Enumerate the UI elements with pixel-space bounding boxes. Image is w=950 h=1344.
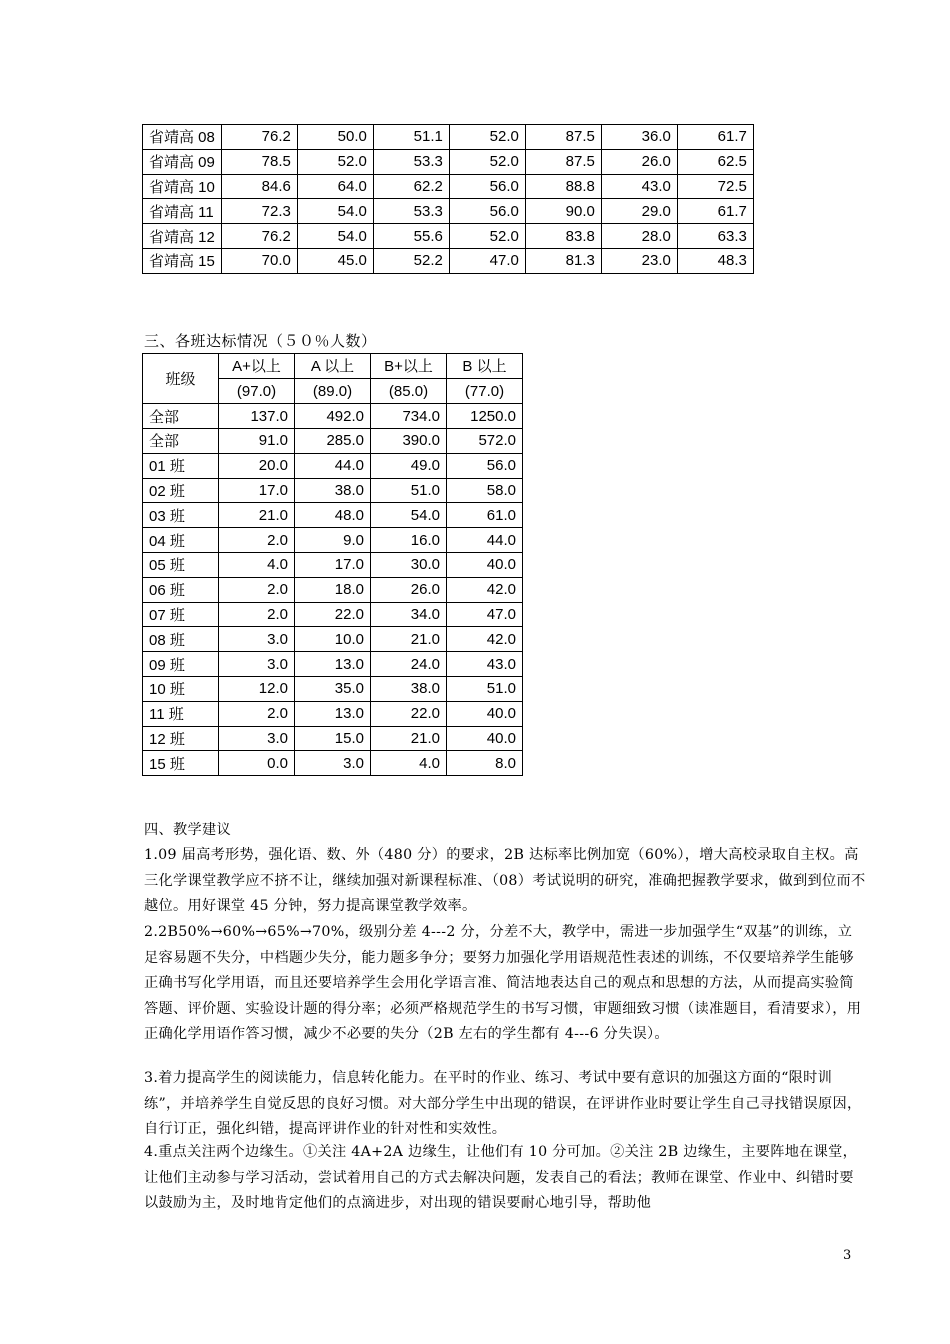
class-cell: 12 班: [143, 726, 219, 751]
value-cell: 13.0: [295, 652, 371, 677]
section-4-title: 四、教学建议: [144, 822, 231, 838]
value-cell: 2.0: [219, 701, 295, 726]
value-cell: 26.0: [601, 149, 677, 174]
value-cell: 61.0: [447, 503, 523, 528]
value-cell: 52.0: [297, 149, 373, 174]
value-cell: 63.3: [677, 224, 753, 249]
value-cell: 42.0: [447, 627, 523, 652]
table-row: [143, 404, 523, 429]
value-cell: 51.0: [447, 677, 523, 702]
value-cell: 76.2: [221, 125, 297, 150]
value-cell: 47.0: [447, 602, 523, 627]
value-cell: 87.5: [525, 149, 601, 174]
value-cell: 28.0: [601, 224, 677, 249]
class-standard-table: [142, 353, 523, 776]
table-row: [143, 453, 523, 478]
value-cell: 3.0: [219, 652, 295, 677]
table-row: [143, 701, 523, 726]
value-cell: 35.0: [295, 677, 371, 702]
header-col-score: (89.0): [295, 378, 371, 404]
value-cell: 36.0: [601, 125, 677, 150]
value-cell: 24.0: [371, 652, 447, 677]
value-cell: 52.0: [449, 224, 525, 249]
value-cell: 52.0: [449, 125, 525, 150]
table-row: [143, 503, 523, 528]
table-row: [143, 149, 754, 174]
value-cell: 30.0: [371, 553, 447, 578]
value-cell: 44.0: [447, 528, 523, 553]
table-row: [143, 248, 754, 273]
value-cell: 17.0: [295, 553, 371, 578]
value-cell: 91.0: [219, 429, 295, 454]
table-header-row: [143, 354, 523, 379]
class-cell: 10 班: [143, 677, 219, 702]
value-cell: 87.5: [525, 125, 601, 150]
header-class: 班级: [143, 354, 219, 404]
value-cell: 38.0: [371, 677, 447, 702]
value-cell: 52.0: [449, 149, 525, 174]
value-cell: 72.3: [221, 199, 297, 224]
value-cell: 2.0: [219, 577, 295, 602]
value-cell: 40.0: [447, 726, 523, 751]
value-cell: 3.0: [295, 751, 371, 776]
header-col-score: (97.0): [219, 378, 295, 404]
table-row: [143, 199, 754, 224]
value-cell: 40.0: [447, 701, 523, 726]
class-cell: 01 班: [143, 453, 219, 478]
class-cell: 06 班: [143, 577, 219, 602]
value-cell: 45.0: [297, 248, 373, 273]
value-cell: 285.0: [295, 429, 371, 454]
value-cell: 61.7: [677, 125, 753, 150]
value-cell: 44.0: [295, 453, 371, 478]
value-cell: 22.0: [295, 602, 371, 627]
table-row: [143, 652, 523, 677]
class-cell: 省靖高 08: [143, 125, 222, 150]
value-cell: 21.0: [219, 503, 295, 528]
paragraph-1: 1.09 届高考形势，强化语、数、外（480 分）的要求，2B 达标率比例加宽（60%），增大高校录取自主权。高三化学课堂教学应不挤不让，继续加强对新课程标准、（08）考试说明的研究，准确把握教学要求，做到到位而不越位。用好课堂 45 分钟，努力提高课堂教学效率。: [144, 847, 866, 915]
table-row: [143, 726, 523, 751]
value-cell: 34.0: [371, 602, 447, 627]
value-cell: 56.0: [449, 174, 525, 199]
value-cell: 492.0: [295, 404, 371, 429]
class-cell: 省靖高 15: [143, 248, 222, 273]
header-col-name: B 以上: [447, 354, 523, 379]
class-cell: 02 班: [143, 478, 219, 503]
value-cell: 21.0: [371, 726, 447, 751]
value-cell: 8.0: [447, 751, 523, 776]
value-cell: 13.0: [295, 701, 371, 726]
value-cell: 53.3: [373, 199, 449, 224]
value-cell: 2.0: [219, 602, 295, 627]
page-number: 3: [843, 1248, 852, 1263]
value-cell: 21.0: [371, 627, 447, 652]
value-cell: 56.0: [449, 199, 525, 224]
value-cell: 15.0: [295, 726, 371, 751]
class-cell: 11 班: [143, 701, 219, 726]
value-cell: 84.6: [221, 174, 297, 199]
value-cell: 10.0: [295, 627, 371, 652]
value-cell: 62.5: [677, 149, 753, 174]
value-cell: 20.0: [219, 453, 295, 478]
class-cell: 05 班: [143, 553, 219, 578]
paragraph-2: 2.2B50%→60%→65%→70%，级别分差 4---2 分，分差不大，教学中，需进一步加强学生“双基”的训练，立足容易题不失分，中档题少失分，能力题多争分；要努力加强化学用语规范性表述的训练，不仅要培养学生能够正确书写化学用语，而且还要培养学生会用化学语言准、简洁地表达自己的观点和思想的方法，从而提高实验简答题、评价题、实验设计题的得分率；必须严格规范学生的书写习惯，审题细致习惯（读准题目，看清要求），用正确化学用语作答习惯，减少不必要的失分（2B 左右的学生都有 4---6 分失误）。: [144, 924, 862, 1043]
value-cell: 76.2: [221, 224, 297, 249]
class-cell: 09 班: [143, 652, 219, 677]
class-cell: 04 班: [143, 528, 219, 553]
value-cell: 55.6: [373, 224, 449, 249]
value-cell: 88.8: [525, 174, 601, 199]
value-cell: 734.0: [371, 404, 447, 429]
class-cell: 08 班: [143, 627, 219, 652]
class-cell: 省靖高 09: [143, 149, 222, 174]
value-cell: 1250.0: [447, 404, 523, 429]
class-cell: 全部: [143, 429, 219, 454]
header-col-name: B+以上: [371, 354, 447, 379]
class-cell: 全部: [143, 404, 219, 429]
value-cell: 61.7: [677, 199, 753, 224]
value-cell: 54.0: [297, 199, 373, 224]
value-cell: 0.0: [219, 751, 295, 776]
value-cell: 9.0: [295, 528, 371, 553]
table-row: [143, 478, 523, 503]
value-cell: 29.0: [601, 199, 677, 224]
value-cell: 38.0: [295, 478, 371, 503]
value-cell: 390.0: [371, 429, 447, 454]
value-cell: 3.0: [219, 627, 295, 652]
value-cell: 81.3: [525, 248, 601, 273]
paragraph-3: 3.着力提高学生的阅读能力，信息转化能力。在平时的作业、练习、考试中要有意识的加强这方面的“限时训练”，并培养学生自觉反思的良好习惯。对大部分学生中出现的错误，在评讲作业时要让学生自己寻找错误原因，自行订正，强化纠错，提高评讲作业的针对性和实效性。: [144, 1070, 862, 1138]
table-row: [143, 174, 754, 199]
value-cell: 90.0: [525, 199, 601, 224]
scores-table-body: [143, 125, 754, 274]
value-cell: 70.0: [221, 248, 297, 273]
header-col-score: (85.0): [371, 378, 447, 404]
value-cell: 137.0: [219, 404, 295, 429]
value-cell: 58.0: [447, 478, 523, 503]
value-cell: 78.5: [221, 149, 297, 174]
class-cell: 省靖高 11: [143, 199, 222, 224]
value-cell: 56.0: [447, 453, 523, 478]
value-cell: 51.1: [373, 125, 449, 150]
value-cell: 48.0: [295, 503, 371, 528]
table-row: [143, 627, 523, 652]
value-cell: 50.0: [297, 125, 373, 150]
value-cell: 42.0: [447, 577, 523, 602]
table-row: [143, 429, 523, 454]
table-row: [143, 751, 523, 776]
value-cell: 54.0: [371, 503, 447, 528]
class-cell: 15 班: [143, 751, 219, 776]
value-cell: 26.0: [371, 577, 447, 602]
value-cell: 52.2: [373, 248, 449, 273]
value-cell: 18.0: [295, 577, 371, 602]
value-cell: 572.0: [447, 429, 523, 454]
value-cell: 4.0: [371, 751, 447, 776]
header-col-name: A 以上: [295, 354, 371, 379]
value-cell: 2.0: [219, 528, 295, 553]
value-cell: 4.0: [219, 553, 295, 578]
table-row: [143, 677, 523, 702]
value-cell: 83.8: [525, 224, 601, 249]
scores-table: [142, 124, 754, 274]
value-cell: 12.0: [219, 677, 295, 702]
table-row: [143, 125, 754, 150]
value-cell: 48.3: [677, 248, 753, 273]
table-row: [143, 602, 523, 627]
value-cell: 51.0: [371, 478, 447, 503]
value-cell: 22.0: [371, 701, 447, 726]
class-cell: 07 班: [143, 602, 219, 627]
header-col-score: (77.0): [447, 378, 523, 404]
class-cell: 省靖高 10: [143, 174, 222, 199]
value-cell: 53.3: [373, 149, 449, 174]
value-cell: 43.0: [601, 174, 677, 199]
header-col-name: A+以上: [219, 354, 295, 379]
class-standard-table-body: [143, 354, 523, 776]
value-cell: 43.0: [447, 652, 523, 677]
table-row: [143, 528, 523, 553]
paragraph-4: 4.重点关注两个边缘生。①关注 4A+2A 边缘生，让他们有 10 分可加。②关注 2B 边缘生，主要阵地在课堂，让他们主动参与学习活动，尝试着用自己的方式去解决问题，发表自己的看法；教师在课堂、作业中、纠错时要以鼓励为主，及时地肯定他们的点滴进步，对出现的错误要耐心地引导，帮助他: [144, 1144, 858, 1212]
class-cell: 省靖高 12: [143, 224, 222, 249]
value-cell: 54.0: [297, 224, 373, 249]
value-cell: 64.0: [297, 174, 373, 199]
value-cell: 49.0: [371, 453, 447, 478]
section-3-title: 三、各班达标情况（５０％人数）: [144, 332, 377, 350]
value-cell: 17.0: [219, 478, 295, 503]
value-cell: 40.0: [447, 553, 523, 578]
class-cell: 03 班: [143, 503, 219, 528]
value-cell: 23.0: [601, 248, 677, 273]
value-cell: 3.0: [219, 726, 295, 751]
table-row: [143, 224, 754, 249]
value-cell: 72.5: [677, 174, 753, 199]
value-cell: 47.0: [449, 248, 525, 273]
value-cell: 62.2: [373, 174, 449, 199]
table-row: [143, 577, 523, 602]
table-row: [143, 553, 523, 578]
value-cell: 16.0: [371, 528, 447, 553]
